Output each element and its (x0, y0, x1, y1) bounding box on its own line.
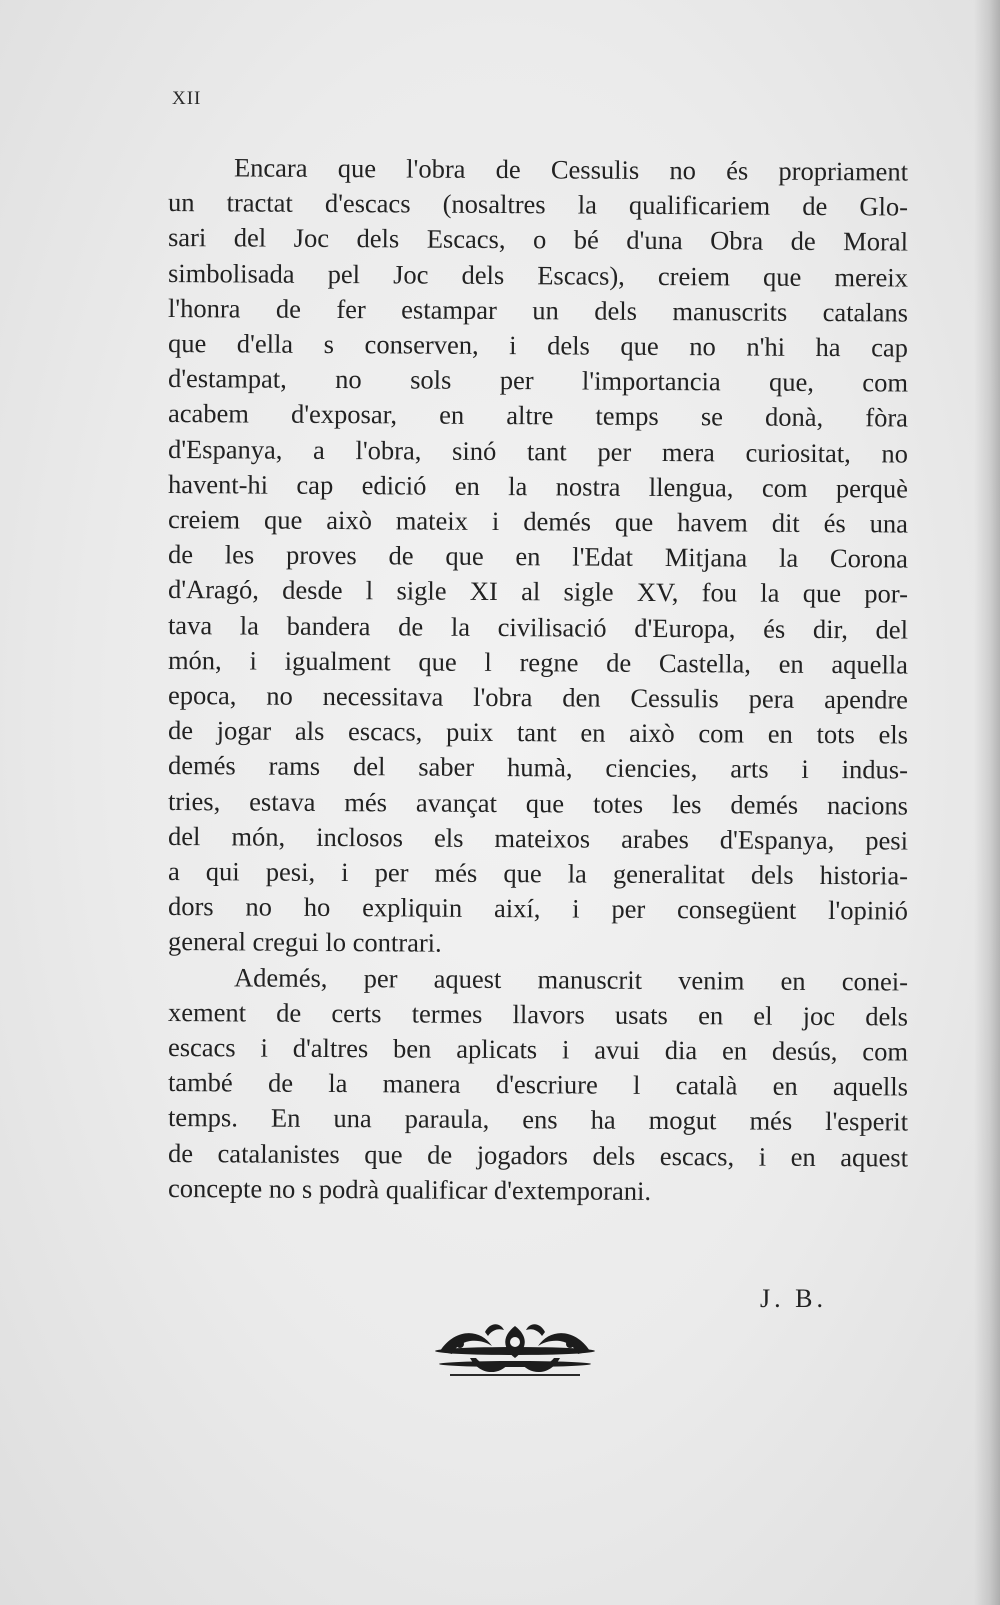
text-line: Encara que l'obra de Cessulis no és propriament (233, 152, 909, 187)
text-line: del món, inclosos els mateixos arabes d'Espanya, pesi (167, 820, 909, 856)
author-signature: J. B. (760, 1284, 827, 1313)
text-line: un tractat d'escacs (nosaltres la qualificariem de Glo- (167, 187, 909, 222)
text-line: simbolisada pel Joc dels Escacs), creiem que mereix (167, 257, 909, 293)
text-line: de jogar als escacs, puix tant en això com en tots els (167, 715, 909, 750)
text-line: d'Aragó, desde l sigle XI al sigle XV, fou la que por- (167, 574, 909, 609)
text-line: creiem que això mateix i demés que havem dit és una (167, 504, 909, 539)
text-line: tava la bandera de la civilisació d'Europa, és dir, del (167, 609, 909, 645)
text-line: escacs i d'altres ben aplicats i avui dia en desús, com (167, 1032, 909, 1067)
text-line: concepte no s podrà qualificar d'extemporani. (167, 1172, 652, 1206)
text-line: demés rams del saber humà, ciencies, arts i indus- (167, 750, 909, 785)
text-line: dors no ho expliquin així, i per consegüent l'opinió (167, 891, 909, 926)
text-line: de les proves de que en l'Edat Mitjana la Corona (167, 539, 909, 574)
page-edge-shadow (974, 0, 1000, 1605)
text-line: d'Espanya, a l'obra, sinó tant per mera curiositat, no (167, 433, 909, 469)
text-line: acabem d'exposar, en altre temps se donà, fòra (167, 398, 909, 433)
text-line: a qui pesi, i per més que la generalitat dels historia- (167, 856, 909, 891)
text-line: xement de certs termes llavors usats en el joc dels (167, 996, 909, 1032)
text-line: sari del Joc dels Escacs, o bé d'una Obra de Moral (167, 222, 909, 257)
text-line: general cregui lo contrari. (167, 926, 442, 959)
text-line: que d'ella s conserven, i dels que no n'hi ha cap (167, 328, 909, 363)
text-line: Ademés, per aquest manuscrit venim en conei- (233, 962, 909, 997)
text-line: tries, estava més avançat que totes les demés nacions (167, 785, 909, 821)
text-line: temps. En una paraula, ens ha mogut més l'esperit (167, 1102, 909, 1138)
fleuron-ornament-icon (430, 1318, 600, 1380)
text-line: de catalanistes que de jogadors dels escacs, i en aquest (167, 1137, 909, 1173)
text-line: també de la manera d'escriure l català en aquells (167, 1067, 909, 1102)
page-number: XII (172, 88, 202, 109)
body-text (168, 150, 908, 1206)
text-line: epoca, no necessitava l'obra den Cessulis pera apendre (167, 680, 909, 715)
text-line: d'estampat, no sols per l'importancia que, com (167, 363, 909, 398)
text-line: l'honra de fer estampar un dels manuscrits catalans (167, 292, 909, 328)
text-line: havent-hi cap edició en la nostra llengua, com perquè (167, 468, 909, 504)
text-line: món, i igualment que l regne de Castella, en aquella (167, 644, 909, 680)
